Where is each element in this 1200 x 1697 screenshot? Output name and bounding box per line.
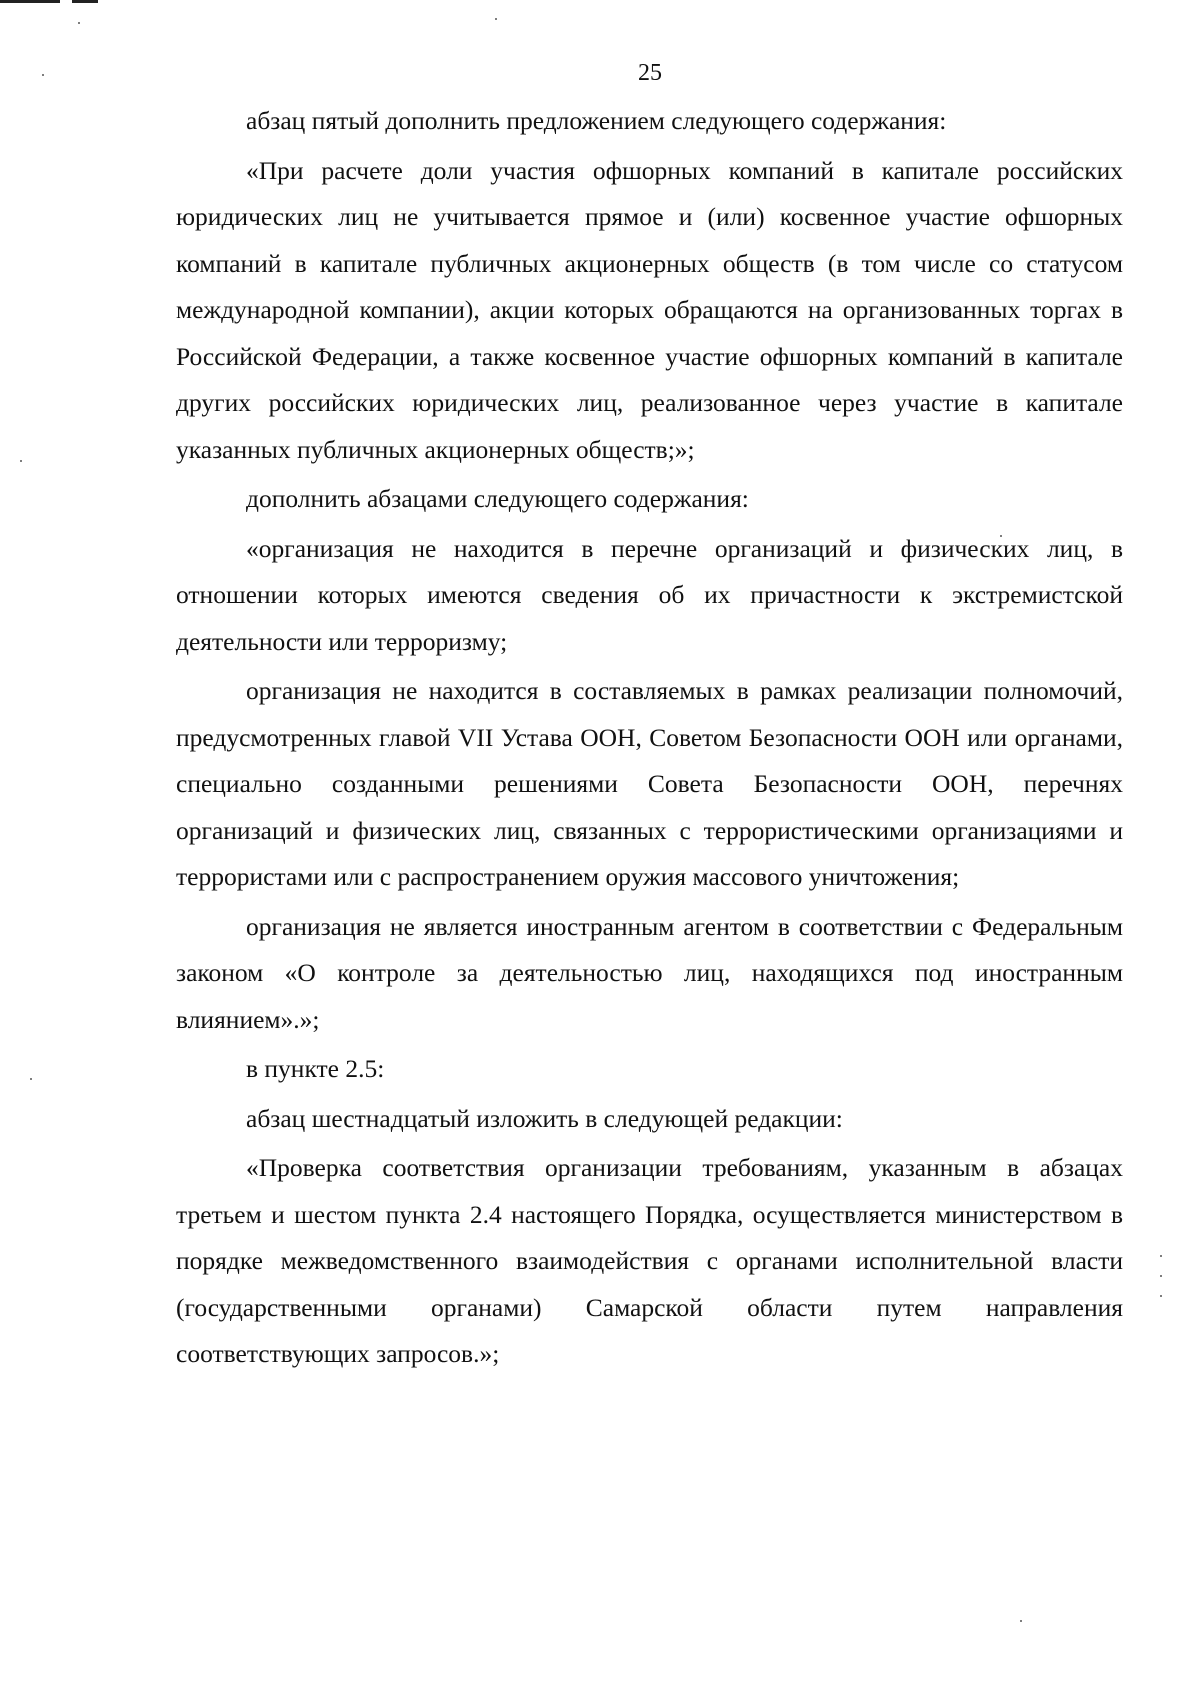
scan-speck [30, 1078, 32, 1080]
paragraph: абзац пятый дополнить предложением следующего содержания: [246, 106, 947, 135]
paragraph: абзац шестнадцатый изложить в следующей редакции: [246, 1103, 843, 1133]
scan-speck [78, 22, 80, 24]
scan-edge-mark [0, 0, 60, 3]
paragraph: «организация не находится в перечне организаций и физических лиц, в отношении которых имеются сведения об их причастности к экстремистской деятельности или терроризму; [176, 533, 1123, 656]
paragraph: в пункте 2.5: [246, 1054, 385, 1083]
paragraph: дополнить абзацами следующего содержания: [246, 484, 749, 513]
paragraph: организация не находится в составляемых в рамках реализации полномочий, предусмотренных главой VII Устава ООН, Советом Безопасности ООН или органами, специально созданными решениями Совета Безопасности ООН, перечнях организаций и физических лиц, связанных с террористическими организациями и террористами или с распространением оружия массового уничтожения; [176, 676, 1123, 891]
scan-speck [1160, 1275, 1162, 1277]
scan-speck [495, 18, 497, 20]
paragraph: организация не является иностранным агентом в соответствии с Федеральным законом «О контроле за деятельностью лиц, находящихся под иностранным влиянием».»; [176, 911, 1123, 1034]
scan-edge-mark [72, 0, 98, 3]
paragraph: «При расчете доли участия офшорных компаний в капитале российских юридических лиц не учитывается прямое и (или) косвенное участие офшорных компаний в капитале публичных акционерных обществ (в том числе со статусом международной компании), акции которых обращаются на организованных торгах в Российской Федерации, а также косвенное участие офшорных компаний в капитале других российских юридических лиц, реализованное через участие в капитале указанных публичных акционерных обществ;»; [176, 155, 1123, 464]
paragraph: «Проверка соответствия организации требованиям, указанным в абзацах третьем и шестом пункта 2.4 настоящего Порядка, осуществляется министерством в порядке межведомственного взаимодействия с органами исполнительной власти (государственными органами) Самарской области путем направления соответствующих запросов.»; [176, 1153, 1123, 1368]
scan-speck [1020, 1620, 1022, 1622]
scan-speck [1160, 1255, 1162, 1257]
scan-speck [20, 460, 22, 462]
document-body [176, 98, 1123, 1381]
scan-speck [1160, 1295, 1162, 1297]
page-number: 25 [638, 60, 662, 86]
